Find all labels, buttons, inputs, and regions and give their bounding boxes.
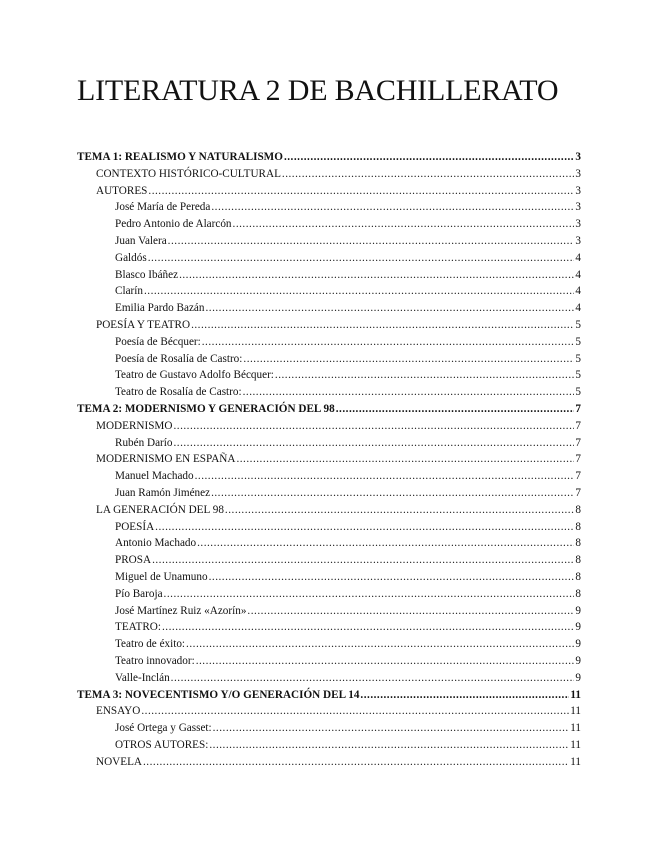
toc-dot-leader bbox=[173, 418, 574, 435]
toc-entry-title: OTROS AUTORES: bbox=[115, 738, 209, 751]
toc-entry[interactable] bbox=[77, 653, 581, 670]
toc-entry[interactable] bbox=[77, 519, 581, 536]
toc-dot-leader bbox=[164, 586, 575, 603]
toc-dot-leader bbox=[173, 435, 574, 452]
toc-entry[interactable] bbox=[77, 468, 581, 485]
toc-entry[interactable] bbox=[77, 334, 581, 351]
toc-entry-page-number: 7 bbox=[575, 486, 581, 499]
toc-entry-page-number: 7 bbox=[575, 436, 581, 449]
toc-entry-title: José Ortega y Gasset: bbox=[115, 722, 212, 735]
toc-dot-leader bbox=[168, 233, 575, 250]
toc-entry[interactable] bbox=[77, 183, 581, 200]
toc-dot-leader bbox=[155, 519, 574, 536]
toc-entry-title: POESÍA Y TEATRO bbox=[96, 318, 191, 331]
toc-entry-page-number: 5 bbox=[575, 335, 581, 348]
toc-entry-title: NOVELA bbox=[96, 755, 142, 768]
toc-entry-page-number: 9 bbox=[575, 654, 581, 667]
toc-entry-page-number: 11 bbox=[570, 722, 581, 735]
toc-entry-title: José Martínez Ruiz «Azorín» bbox=[115, 604, 247, 617]
toc-dot-leader bbox=[211, 199, 574, 216]
toc-dot-leader bbox=[148, 183, 574, 200]
toc-dot-leader bbox=[247, 603, 574, 620]
toc-entry-page-number: 8 bbox=[575, 554, 581, 567]
toc-entry-title: CONTEXTO HISTÓRICO-CULTURAL bbox=[96, 167, 281, 180]
toc-entry-title: Emilia Pardo Bazán bbox=[115, 302, 205, 315]
toc-entry-title: TEMA 3: NOVECENTISMO Y/O GENERACIÓN DEL 14 bbox=[77, 688, 360, 701]
toc-entry-page-number: 8 bbox=[575, 570, 581, 583]
document-title: LITERATURA 2 DE BACHILLERATO bbox=[77, 74, 559, 107]
toc-entry-title: LA GENERACIÓN DEL 98 bbox=[96, 503, 224, 516]
toc-entry-title: Juan Ramón Jiménez bbox=[115, 486, 211, 499]
toc-entry-page-number: 3 bbox=[575, 218, 581, 231]
toc-entry[interactable] bbox=[77, 351, 581, 368]
toc-entry-page-number: 3 bbox=[575, 184, 581, 197]
toc-entry[interactable] bbox=[77, 687, 581, 704]
toc-dot-leader bbox=[197, 535, 574, 552]
toc-entry[interactable] bbox=[77, 149, 581, 166]
toc-entry-title: PROSA bbox=[115, 554, 152, 567]
toc-entry-page-number: 5 bbox=[575, 352, 581, 365]
toc-dot-leader bbox=[284, 149, 574, 166]
toc-dot-leader bbox=[202, 334, 575, 351]
toc-entry-title: ENSAYO bbox=[96, 705, 141, 718]
toc-entry[interactable] bbox=[77, 317, 581, 334]
toc-entry-page-number: 4 bbox=[575, 251, 581, 264]
toc-entry[interactable] bbox=[77, 283, 581, 300]
toc-entry-page-number: 11 bbox=[570, 738, 581, 751]
toc-dot-leader bbox=[275, 367, 575, 384]
toc-entry-page-number: 8 bbox=[575, 537, 581, 550]
toc-entry-page-number: 7 bbox=[575, 402, 581, 415]
toc-dot-leader bbox=[236, 451, 574, 468]
toc-dot-leader bbox=[213, 720, 570, 737]
toc-dot-leader bbox=[171, 670, 575, 687]
toc-entry-page-number: 11 bbox=[570, 688, 581, 701]
toc-entry[interactable] bbox=[77, 401, 581, 418]
toc-entry-title: MODERNISMO EN ESPAÑA bbox=[96, 453, 236, 466]
toc-entry-page-number: 8 bbox=[575, 587, 581, 600]
toc-dot-leader bbox=[152, 552, 574, 569]
toc-entry-title: Blasco Ibáñez bbox=[115, 268, 179, 281]
toc-entry-title: Manuel Machado bbox=[115, 470, 194, 483]
toc-entry[interactable] bbox=[77, 754, 581, 771]
toc-entry-page-number: 7 bbox=[575, 470, 581, 483]
toc-entry-title: AUTORES bbox=[96, 184, 148, 197]
toc-dot-leader bbox=[195, 468, 575, 485]
toc-entry-title: TEMA 1: REALISMO Y NATURALISMO bbox=[77, 151, 283, 163]
toc-dot-leader bbox=[141, 703, 569, 720]
toc-dot-leader bbox=[233, 216, 575, 233]
toc-dot-leader bbox=[282, 166, 575, 183]
toc-entry[interactable] bbox=[77, 300, 581, 317]
toc-entry[interactable] bbox=[77, 435, 581, 452]
toc-entry[interactable] bbox=[77, 603, 581, 620]
toc-entry-title: POESÍA bbox=[115, 520, 155, 533]
toc-entry[interactable] bbox=[77, 267, 581, 284]
toc-entry-page-number: 11 bbox=[570, 755, 581, 768]
toc-entry-title: Pío Baroja bbox=[115, 587, 163, 600]
toc-dot-leader bbox=[162, 619, 574, 636]
toc-dot-leader bbox=[209, 569, 575, 586]
toc-entry[interactable] bbox=[77, 485, 581, 502]
toc-entry-title: José María de Pereda bbox=[115, 201, 211, 214]
toc-entry[interactable] bbox=[77, 250, 581, 267]
toc-entry-title: Teatro de Gustavo Adolfo Bécquer: bbox=[115, 369, 274, 382]
toc-entry-title: Rubén Darío bbox=[115, 436, 173, 449]
toc-entry[interactable] bbox=[77, 418, 581, 435]
toc-dot-leader bbox=[144, 283, 574, 300]
toc-entry-title: Teatro de Rosalía de Castro: bbox=[115, 386, 242, 399]
toc-entry-page-number: 8 bbox=[575, 503, 581, 516]
toc-entry[interactable] bbox=[77, 166, 581, 183]
toc-entry-page-number: 4 bbox=[575, 285, 581, 298]
toc-entry-title: Clarín bbox=[115, 285, 143, 298]
toc-entry-title: Teatro innovador: bbox=[115, 654, 195, 667]
toc-entry-title: Poesía de Rosalía de Castro: bbox=[115, 352, 243, 365]
toc-dot-leader bbox=[186, 636, 574, 653]
toc-entry-page-number: 4 bbox=[575, 268, 581, 281]
toc-entry[interactable] bbox=[77, 199, 581, 216]
toc-entry-title: TEATRO: bbox=[115, 621, 161, 634]
toc-entry-title: Pedro Antonio de Alarcón bbox=[115, 218, 232, 231]
toc-entry-page-number: 9 bbox=[575, 671, 581, 684]
toc-entry-page-number: 11 bbox=[570, 705, 581, 718]
toc-entry-page-number: 7 bbox=[575, 453, 581, 466]
toc-entry[interactable] bbox=[77, 636, 581, 653]
toc-entry[interactable] bbox=[77, 619, 581, 636]
toc-dot-leader bbox=[243, 384, 575, 401]
toc-entry-page-number: 3 bbox=[575, 234, 581, 247]
toc-entry-title: Juan Valera bbox=[115, 234, 167, 247]
toc-entry-page-number: 5 bbox=[575, 369, 581, 382]
toc-entry-title: Valle-Inclán bbox=[115, 671, 170, 684]
toc-dot-leader bbox=[360, 687, 569, 704]
toc-entry[interactable] bbox=[77, 703, 581, 720]
toc-entry[interactable] bbox=[77, 367, 581, 384]
toc-entry-title: MODERNISMO bbox=[96, 419, 173, 432]
toc-entry-page-number: 5 bbox=[575, 318, 581, 331]
toc-dot-leader bbox=[225, 502, 574, 519]
toc-entry-title: Teatro de éxito: bbox=[115, 638, 186, 651]
toc-entry[interactable] bbox=[77, 502, 581, 519]
toc-dot-leader bbox=[148, 250, 575, 267]
toc-dot-leader bbox=[191, 317, 574, 334]
toc-dot-leader bbox=[205, 300, 574, 317]
toc-entry-page-number: 9 bbox=[575, 638, 581, 651]
toc-entry[interactable] bbox=[77, 720, 581, 737]
toc-entry-title: Miguel de Unamuno bbox=[115, 570, 208, 583]
toc-entry[interactable] bbox=[77, 384, 581, 401]
toc-entry-page-number: 8 bbox=[575, 520, 581, 533]
toc-entry-title: Antonio Machado bbox=[115, 537, 197, 550]
toc-entry[interactable] bbox=[77, 670, 581, 687]
toc-entry-page-number: 4 bbox=[575, 302, 581, 315]
table-of-contents bbox=[77, 149, 581, 770]
toc-dot-leader bbox=[179, 267, 574, 284]
toc-dot-leader bbox=[243, 351, 574, 368]
toc-entry-page-number: 9 bbox=[575, 621, 581, 634]
toc-dot-leader bbox=[211, 485, 574, 502]
toc-entry-page-number: 3 bbox=[575, 167, 581, 180]
toc-entry[interactable] bbox=[77, 233, 581, 250]
toc-entry[interactable] bbox=[77, 737, 581, 754]
toc-entry-page-number: 7 bbox=[575, 419, 581, 432]
toc-entry[interactable] bbox=[77, 552, 581, 569]
toc-entry-page-number: 9 bbox=[575, 604, 581, 617]
toc-dot-leader bbox=[209, 737, 569, 754]
toc-dot-leader bbox=[336, 401, 575, 418]
toc-dot-leader bbox=[196, 653, 575, 670]
toc-entry[interactable] bbox=[77, 586, 581, 603]
toc-entry-page-number: 3 bbox=[575, 201, 581, 214]
toc-entry[interactable] bbox=[77, 451, 581, 468]
toc-entry-title: Poesía de Bécquer: bbox=[115, 335, 201, 348]
toc-entry-page-number: 5 bbox=[575, 386, 581, 399]
toc-entry[interactable] bbox=[77, 569, 581, 586]
toc-entry-title: TEMA 2: MODERNISMO Y GENERACIÓN DEL 98 bbox=[77, 402, 335, 415]
toc-entry-page-number: 3 bbox=[575, 151, 581, 163]
toc-entry-title: Galdós bbox=[115, 251, 147, 264]
toc-entry[interactable] bbox=[77, 535, 581, 552]
toc-dot-leader bbox=[143, 754, 569, 771]
toc-entry[interactable] bbox=[77, 216, 581, 233]
